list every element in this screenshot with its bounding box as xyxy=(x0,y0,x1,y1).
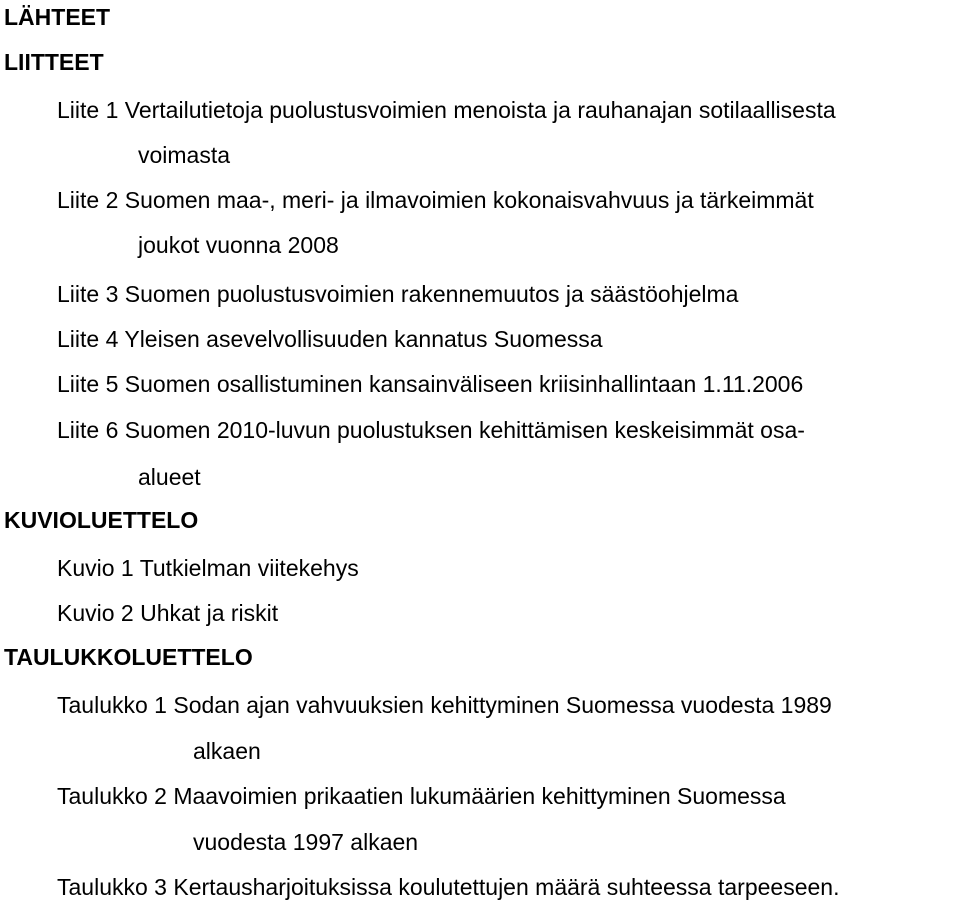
list-item-taulukko-2: Taulukko 2 Maavoimien prikaatien lukumäärien kehittyminen Suomessa xyxy=(57,783,786,809)
list-item-liite-1-cont: voimasta xyxy=(138,142,231,168)
list-item-liite-6: Liite 6 Suomen 2010-luvun puolustuksen kehittämisen keskeisimmät osa- xyxy=(57,417,805,443)
list-item-liite-1: Liite 1 Vertailutietoja puolustusvoimien menoista ja rauhanajan sotilaallisesta xyxy=(57,97,836,123)
list-item-kuvio-1: Kuvio 1 Tutkielman viitekehys xyxy=(57,555,359,581)
list-item-taulukko-3: Taulukko 3 Kertausharjoituksissa koulutettujen määrä suhteessa tarpeeseen. xyxy=(57,874,840,900)
heading-liitteet: LIITTEET xyxy=(4,49,104,75)
list-item-liite-6-cont: alueet xyxy=(138,464,201,490)
list-item-taulukko-2-cont: vuodesta 1997 alkaen xyxy=(193,829,419,855)
list-item-liite-2-cont: joukot vuonna 2008 xyxy=(138,232,339,258)
list-item-liite-3: Liite 3 Suomen puolustusvoimien rakennemuutos ja säästöohjelma xyxy=(57,281,739,307)
list-item-liite-5: Liite 5 Suomen osallistuminen kansainväliseen kriisinhallintaan 1.11.2006 xyxy=(57,371,804,397)
list-item-taulukko-1: Taulukko 1 Sodan ajan vahvuuksien kehittyminen Suomessa vuodesta 1989 xyxy=(57,692,832,718)
list-item-kuvio-2: Kuvio 2 Uhkat ja riskit xyxy=(57,600,279,626)
list-item-taulukko-1-cont: alkaen xyxy=(193,738,261,764)
list-item-liite-4: Liite 4 Yleisen asevelvollisuuden kannatus Suomessa xyxy=(57,326,603,352)
heading-lahteet: LÄHTEET xyxy=(4,4,111,30)
list-item-liite-2: Liite 2 Suomen maa-, meri- ja ilmavoimien kokonaisvahvuus ja tärkeimmät xyxy=(57,187,814,213)
heading-taulukkoluettelo: TAULUKKOLUETTELO xyxy=(4,644,253,670)
heading-kuvioluettelo: KUVIOLUETTELO xyxy=(4,507,199,533)
